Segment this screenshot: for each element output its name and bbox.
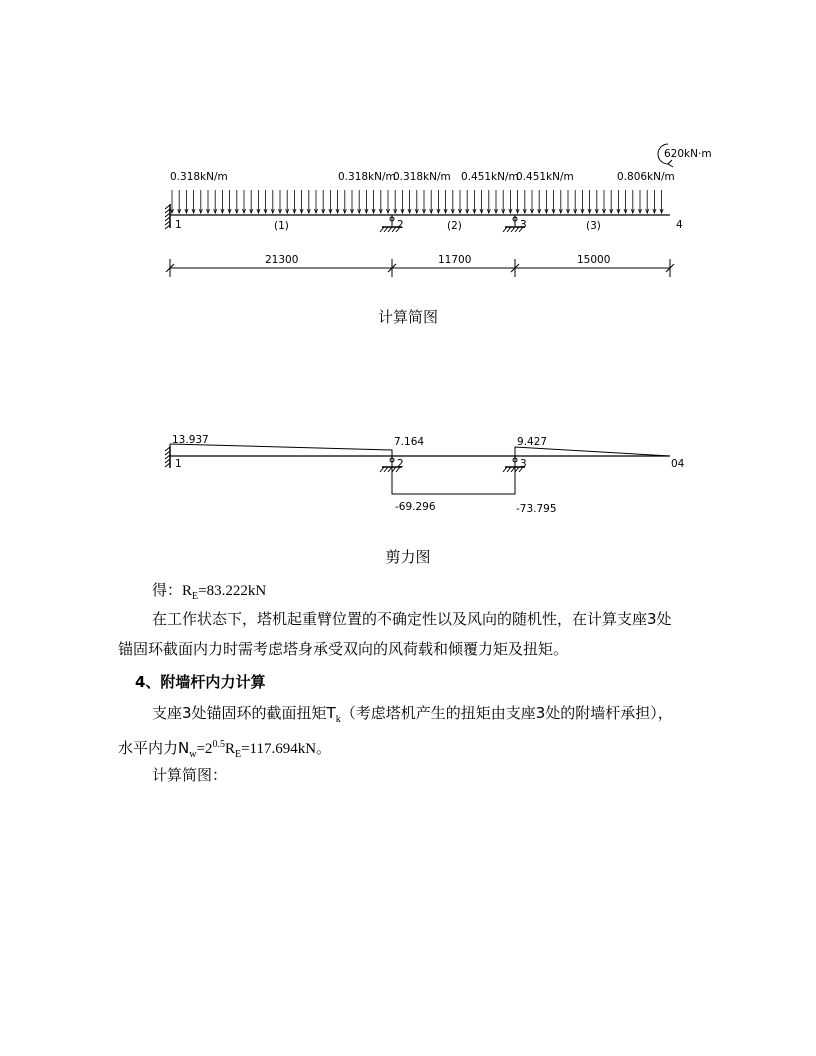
subscript: E	[234, 749, 242, 760]
node-label: 1	[175, 458, 182, 470]
node-label: 3	[520, 219, 527, 231]
paragraph-text: 水平内力N	[118, 739, 190, 757]
shear-value: 13.937	[172, 434, 209, 446]
section-heading: 4、附墙杆内力计算	[135, 673, 266, 691]
result-subscript: E	[192, 591, 199, 602]
dimension-label: 21300	[265, 254, 299, 266]
shear-value: 9.427	[517, 436, 548, 448]
subscript: k	[335, 714, 341, 725]
paragraph-text: =117.694kN。	[241, 741, 332, 757]
paragraph-text: =2	[196, 741, 213, 757]
node-label: 3	[520, 458, 527, 470]
moment-label: 620kN·m	[664, 148, 712, 160]
span-label: (3)	[586, 220, 601, 232]
paragraph-text: （考虑塔机产生的扭矩由支座3处的附墙杆承担），	[340, 704, 673, 722]
paragraph-line: 在工作状态下，塔机起重臂位置的不确定性以及风向的随机性，在计算支座3处	[152, 610, 672, 628]
superscript: 0.5	[212, 739, 225, 750]
span-label: (1)	[274, 220, 289, 232]
node-label: 2	[397, 458, 404, 470]
load-label: 0.318kN/m	[338, 171, 396, 183]
shear-value: 7.164	[394, 436, 425, 448]
dimension-label: 15000	[577, 254, 611, 266]
paragraph-line: 锚固环截面内力时需考虑塔身承受双向的风荷载和倾覆力矩及扭矩。	[118, 640, 569, 658]
shear-outline	[170, 444, 670, 494]
node-label: 1	[175, 219, 182, 231]
span-label: (2)	[447, 220, 462, 232]
shear-value: -69.296	[395, 501, 436, 513]
load-label: 0.806kN/m	[617, 171, 675, 183]
shear-value: -73.795	[516, 503, 557, 515]
paragraph-text: 支座3处锚固环的截面扭矩T	[152, 704, 336, 722]
shear-diagram-caption: 剪力图	[385, 548, 431, 566]
load-label: 0.451kN/m	[461, 171, 519, 183]
load-label: 0.318kN/m	[393, 171, 451, 183]
dimension-label: 11700	[438, 254, 472, 266]
result-prefix: 得：	[152, 581, 183, 599]
subscript: w	[189, 749, 197, 760]
result-symbol: R	[182, 583, 193, 599]
node-label: 04	[671, 458, 685, 470]
node-label: 4	[676, 219, 683, 231]
fixed-support-icon	[165, 446, 170, 468]
load-label: 0.451kN/m	[516, 171, 574, 183]
load-label: 0.318kN/m	[170, 171, 228, 183]
paragraph-line: 计算简图：	[152, 766, 228, 784]
node-label: 2	[397, 219, 404, 231]
paragraph-text: R	[224, 741, 235, 757]
result-value: =83.222kN	[198, 583, 267, 599]
load-diagram-caption: 计算简图	[377, 308, 438, 326]
